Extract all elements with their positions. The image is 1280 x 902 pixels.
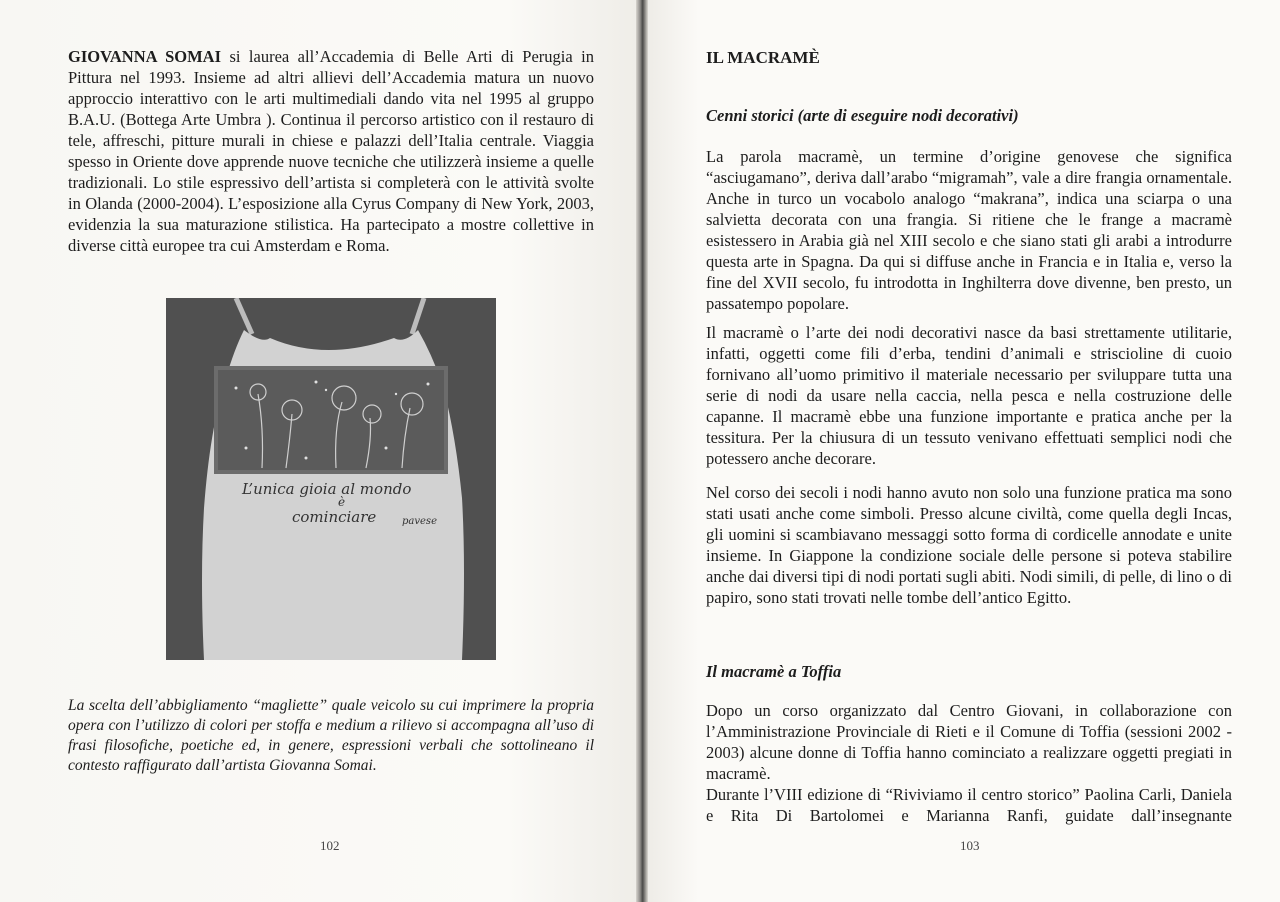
- artist-bio-text: si laurea all’Accademia di Belle Arti di Perugia in Pittura nel 1993. Insieme ad altri allievi dell’Accademia matura un nuovo approccio interattivo con le arti multimediali dando vita nel 1995 al gruppo B.A.U. (Bottega Arte Umbra ). Continua il percorso artistico con il restauro di tele, affreschi, pitture murali in chiese e palazzi dell’Italia centrale. Viaggia spesso in Oriente dove apprende nuove tecniche che utilizzerà insieme a quelle tradizionali. Lo stile espressivo dell’artista si completerà con le attività svolte in Olanda (2000-2004). L’esposizione alla Cyrus Company di New York, 2003, evidenzia la sua maturazione stilistica. Ha partecipato a mostre collettive in diverse città europee tra cui Amsterdam e Roma.: [68, 47, 594, 255]
- paragraph-symbols: Nel corso dei secoli i nodi hanno avuto non solo una funzione pratica ma sono stati usati anche come simboli. Presso alcune civiltà, come quella degli Incas, gli uomini si scambiavano messaggi sotto forma di cordicelle annodate e unite insieme. In Giappone la condizione sociale delle persone si poteva stabilire anche dai diversi tipi di nodi portati sugli abiti. Nodi simili, di pelle, di lino o di papiro, sono stati trovati nelle tombe dell’antico Egitto.: [706, 483, 1232, 607]
- paragraph-toffia: [706, 700, 1232, 826]
- chapter-title: IL MACRAMÈ: [706, 48, 820, 67]
- shirt-text-line4: pavese: [402, 516, 437, 527]
- shirt-text-line3: cominciare: [292, 508, 377, 526]
- page-number-left: 102: [320, 838, 340, 853]
- artist-bio: [68, 46, 594, 256]
- left-page: [0, 0, 636, 902]
- shirt-text-line1: L’unica gioia al mondo: [242, 480, 412, 498]
- photo-caption: La scelta dell’abbigliamento “magliette” quale veicolo su cui imprimere la propria opera con l’utilizzo di colori per stoffa e medium a rilievo si accompagna all’uso di frasi filosofiche, poetiche ed, in genere, espressioni verbali che sottolineano il contesto raffigurato dall’artista Giovanna Somai.: [68, 697, 594, 774]
- tshirt-photo: [166, 298, 496, 660]
- section-heading-history: Cenni storici (arte di eseguire nodi decorativi): [706, 106, 1019, 125]
- book-gutter: [636, 0, 648, 902]
- shirt-text-line2: è: [338, 495, 346, 509]
- paragraph-toffia-course: Dopo un corso organizzato dal Centro Giovani, in collaborazione con l’Amministrazione Provinciale di Rieti e il Comune di Toffia (sessioni 2002 - 2003) alcune donne di Toffia hanno cominciato a realizzare oggetti pregiati in macramè.: [706, 701, 1232, 783]
- page-number-right: 103: [960, 838, 980, 853]
- paragraph-toffia-event: Durante l’VIII edizione di “Riviviamo il centro storico” Paolina Carli, Daniela e Rita Di Bartolomei e Marianna Ranfi, guidate dall’insegnante: [706, 785, 1232, 825]
- artist-name: GIOVANNA SOMAI: [68, 47, 222, 66]
- paragraph-etymology: La parola macramè, un termine d’origine genovese che significa “asciugamano”, deriva dall’arabo “migramah”, vale a dire frangia ornamentale. Anche in turco un vocabolo analogo “makrana”, indica una sciarpa o una salvietta decorata con una frangia. Si ritiene che le frange a macramè esistessero in Arabia già nel XIII secolo e che siano stati gli arabi a introdurre questa arte in Spagna. Da qui si diffuse anche in Francia e in Italia e, verso la fine del XVII secolo, fu introdotta in Inghilterra dove divenne, ben presto, un passatempo popolare.: [706, 147, 1232, 313]
- paragraph-origins: Il macramè o l’arte dei nodi decorativi nasce da basi strettamente utilitarie, infatti, oggetti come fili d’erba, tendini d’animali e striscioline di cuoio fornivano all’uomo primitivo il materiale necessario per sviluppare tutta una serie di nodi da usare nella caccia, nella pesca e nella costruzione delle capanne. Il macramè ebbe una funzione importante e pratica anche per la tessitura. Per la chiusura di un tessuto venivano effettuati semplici nodi che potessero anche decorare.: [706, 323, 1232, 468]
- section-heading-toffia: Il macramè a Toffia: [706, 662, 842, 681]
